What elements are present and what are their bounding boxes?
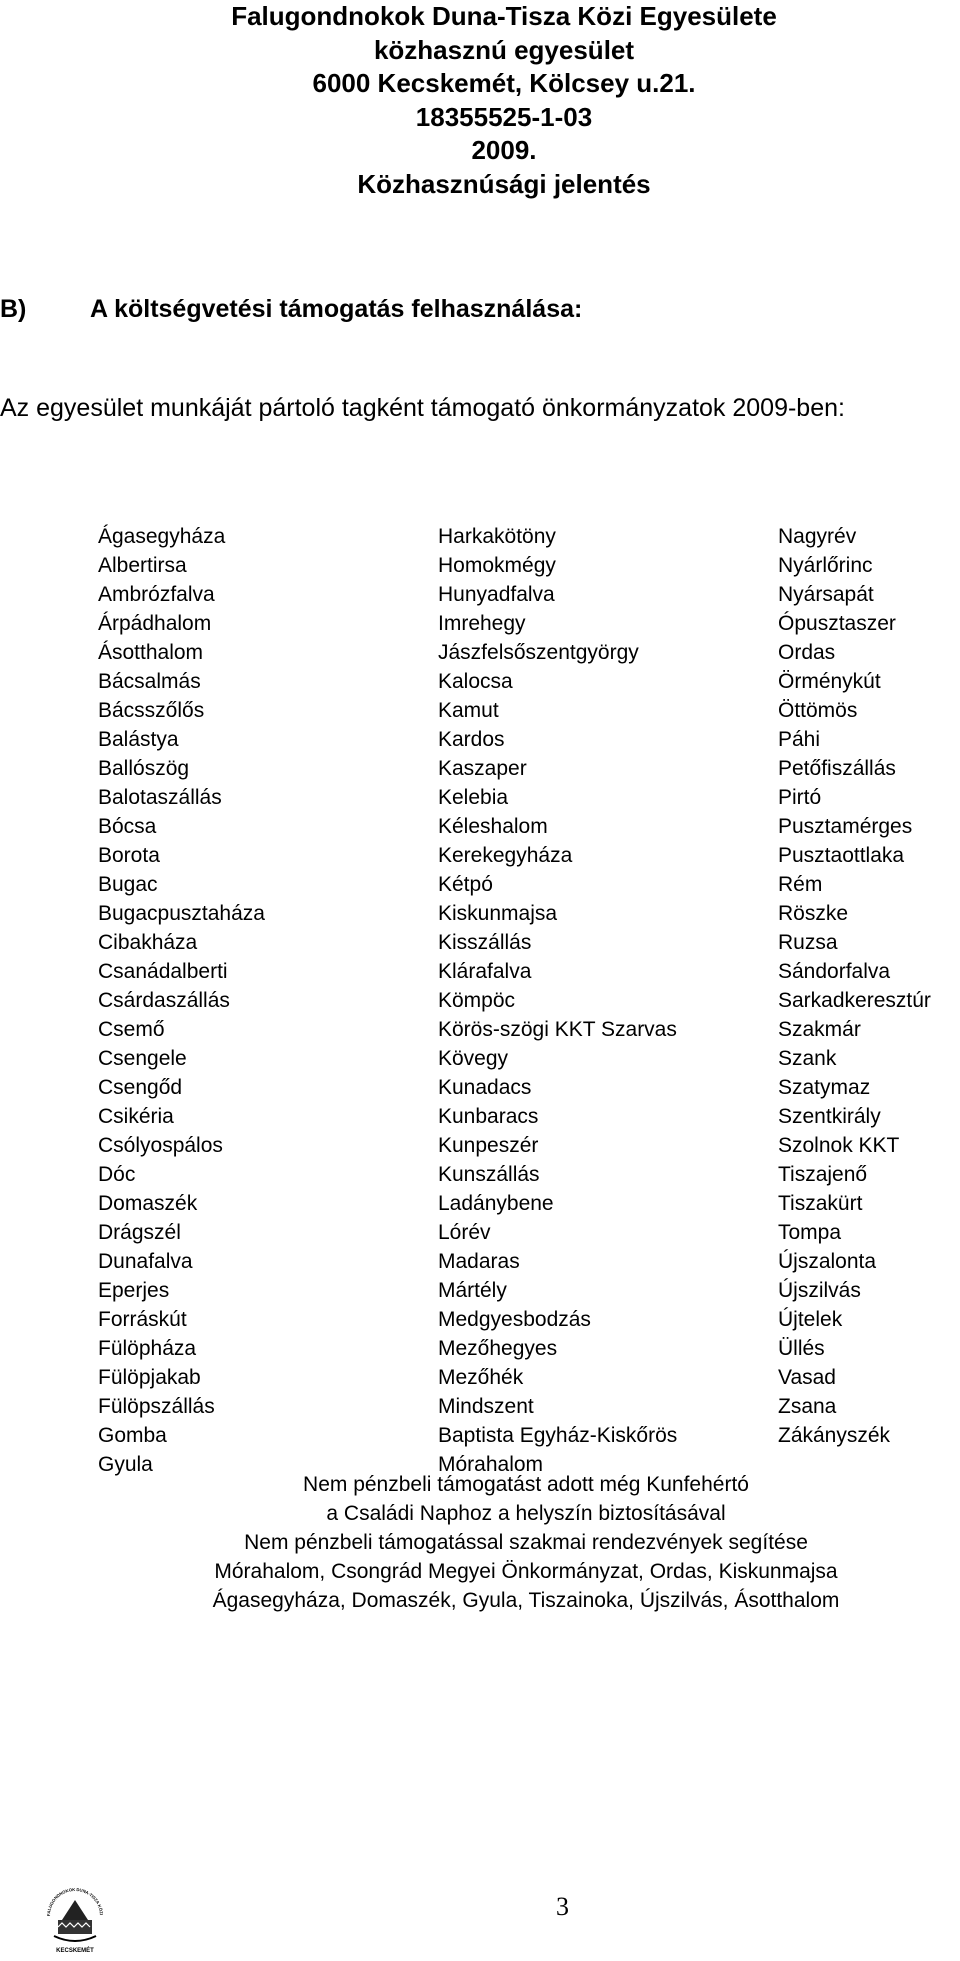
municipality-item: Kardos <box>438 728 505 751</box>
municipality-item: Kalocsa <box>438 670 513 693</box>
municipality-column-2 <box>438 522 677 1479</box>
municipality-item: Ordas <box>778 641 836 664</box>
municipality-item: Kétpó <box>438 873 493 896</box>
municipality-item: Dóc <box>98 1163 136 1186</box>
municipality-item: Kövegy <box>438 1047 509 1070</box>
municipality-item: Tiszakürt <box>778 1192 863 1215</box>
municipality-item: Rém <box>778 873 823 896</box>
municipality-item: Mezőhegyes <box>438 1337 558 1360</box>
report-year: 2009. <box>471 135 537 165</box>
municipality-item: Albertirsa <box>98 554 187 577</box>
municipality-item: Drágszél <box>98 1221 181 1244</box>
municipality-item: Medgyesbodzás <box>438 1308 591 1331</box>
municipality-item: Klárafalva <box>438 960 532 983</box>
municipality-item: Fülöpszállás <box>98 1395 215 1418</box>
municipality-item: Kiskunmajsa <box>438 902 558 925</box>
municipality-item: Páhi <box>778 728 821 751</box>
tax-number: 18355525-1-03 <box>415 101 593 132</box>
municipality-item: Csikéria <box>98 1105 174 1128</box>
section-letter: B) <box>0 295 27 323</box>
municipality-item: Bugacpusztaháza <box>98 902 265 925</box>
municipality-item: Harkakötöny <box>438 525 556 548</box>
municipality-item: Mindszent <box>438 1395 534 1418</box>
municipality-item: Szank <box>778 1047 837 1070</box>
municipality-column-3 <box>778 522 931 1450</box>
municipality-item: Gyula <box>98 1453 153 1476</box>
municipality-item: Vasad <box>778 1366 836 1389</box>
municipality-item: Bácsalmás <box>98 670 201 693</box>
note-line: a Családi Naphoz a helyszín biztosításával <box>326 1502 726 1525</box>
municipality-item: Kerekegyháza <box>438 844 573 867</box>
municipality-item: Ruzsa <box>778 931 838 954</box>
municipality-item: Forráskút <box>98 1308 187 1331</box>
municipality-item: Ladánybene <box>438 1192 554 1215</box>
note-line: Ágasegyháza, Domaszék, Gyula, Tiszainoka, Újszilvás, Ásotthalom <box>212 1589 840 1612</box>
municipality-item: Kelebia <box>438 786 509 809</box>
municipality-item: Nagyrév <box>778 525 857 548</box>
municipality-item: Szentkirály <box>778 1105 881 1128</box>
municipality-item: Kamut <box>438 699 499 722</box>
municipality-item: Örménykút <box>778 670 881 693</box>
municipality-item: Madaras <box>438 1250 520 1273</box>
municipality-item: Mártély <box>438 1279 507 1302</box>
municipality-item: Lórév <box>438 1221 491 1244</box>
municipality-item: Üllés <box>778 1337 825 1360</box>
municipality-item: Mezőhék <box>438 1366 524 1389</box>
municipality-item: Bugac <box>98 873 158 896</box>
section-title: A költségvetési támogatás felhasználása: <box>90 295 583 323</box>
municipality-item: Zákányszék <box>778 1424 891 1447</box>
municipality-item: Baptista Egyház-Kiskőrös <box>438 1424 678 1447</box>
municipality-item: Petőfiszállás <box>778 757 896 780</box>
municipality-item: Ópusztaszer <box>778 612 896 635</box>
municipality-item: Szakmár <box>778 1018 861 1041</box>
municipality-item: Sarkadkeresztúr <box>778 989 931 1012</box>
municipality-item: Hunyadfalva <box>438 583 555 606</box>
org-type: közhasznú egyesület <box>373 34 635 65</box>
municipality-item: Ágasegyháza <box>98 525 226 548</box>
municipality-item: Kunadacs <box>438 1076 532 1099</box>
municipality-item: Imrehegy <box>438 612 526 635</box>
municipality-item: Csárdaszállás <box>98 989 230 1012</box>
municipality-item: Újszalonta <box>778 1250 877 1273</box>
municipality-item: Ambrózfalva <box>98 583 215 606</box>
municipality-item: Pusztamérges <box>778 815 913 838</box>
municipality-item: Nyársapát <box>778 583 874 606</box>
municipality-item: Gomba <box>98 1424 167 1447</box>
municipality-item: Kunszállás <box>438 1163 540 1186</box>
municipality-column-1 <box>98 522 265 1479</box>
intro-text: Az egyesület munkáját pártoló tagként támogató önkormányzatok 2009-ben: <box>0 394 845 422</box>
municipality-item: Újszilvás <box>778 1279 861 1302</box>
note-line: Mórahalom, Csongrád Megyei Önkormányzat, Ordas, Kiskunmajsa <box>214 1560 838 1583</box>
municipality-item: Pusztaottlaka <box>778 844 905 867</box>
municipality-item: Csólyospálos <box>98 1134 223 1157</box>
association-emblem-icon <box>44 1880 106 1956</box>
municipality-item: Ásotthalom <box>98 641 204 664</box>
municipality-item: Zsana <box>778 1395 837 1418</box>
note-line: Nem pénzbeli támogatást adott még Kunfehértó <box>303 1473 749 1496</box>
municipality-item: Mórahalom <box>438 1453 544 1476</box>
municipality-item: Bócsa <box>98 815 157 838</box>
non-monetary-support-notes <box>0 1470 960 1615</box>
municipality-item: Pirtó <box>778 786 822 809</box>
municipality-item: Újtelek <box>778 1308 843 1331</box>
municipality-item: Csemő <box>98 1018 165 1041</box>
municipality-item: Szolnok KKT <box>778 1134 900 1157</box>
municipality-item: Homokmégy <box>438 554 556 577</box>
municipality-item: Nyárlőrinc <box>778 554 873 577</box>
municipality-item: Kunpeszér <box>438 1134 539 1157</box>
org-name: Falugondnokok Duna-Tisza Közi Egyesülete <box>231 1 777 31</box>
municipality-item: Fülöpháza <box>98 1337 197 1360</box>
municipality-item: Sándorfalva <box>778 960 891 983</box>
municipality-item: Balástya <box>98 728 179 751</box>
note-line: Nem pénzbeli támogatással szakmai rendezvények segítése <box>244 1531 808 1554</box>
municipality-item: Jászfelsőszentgyörgy <box>438 641 639 664</box>
municipality-item: Csengele <box>98 1047 187 1070</box>
municipality-item: Csengőd <box>98 1076 183 1099</box>
report-title: Közhasznúsági jelentés <box>357 168 651 199</box>
municipality-item: Árpádhalom <box>98 612 212 635</box>
municipality-item: Körös-szögi KKT Szarvas <box>438 1018 677 1041</box>
emblem-graphic <box>44 1880 106 1956</box>
municipality-item: Öttömös <box>778 699 858 722</box>
municipality-item: Kisszállás <box>438 931 532 954</box>
municipality-item: Tiszajenő <box>778 1163 868 1186</box>
municipality-item: Bácsszőlős <box>98 699 205 722</box>
municipality-item: Eperjes <box>98 1279 170 1302</box>
municipality-item: Röszke <box>778 902 849 925</box>
municipality-item: Cibakháza <box>98 931 198 954</box>
emblem-arc-text: FALUGONDNOKOK DUNA-TISZA KÖZI <box>45 1886 104 1917</box>
emblem-city-text: KECSKEMÉT <box>56 1948 94 1954</box>
municipality-item: Dunafalva <box>98 1250 193 1273</box>
municipality-item: Csanádalberti <box>98 960 228 983</box>
municipality-item: Kunbaracs <box>438 1105 539 1128</box>
municipality-item: Fülöpjakab <box>98 1366 201 1389</box>
municipality-item: Kömpöc <box>438 989 516 1012</box>
municipality-item: Ballószög <box>98 757 190 780</box>
org-address: 6000 Kecskemét, Kölcsey u.21. <box>312 68 696 98</box>
document-header <box>0 0 960 201</box>
municipality-item: Balotaszállás <box>98 786 222 809</box>
page-number: 3 <box>556 1892 569 1921</box>
municipality-item: Kéleshalom <box>438 815 548 838</box>
municipality-item: Tompa <box>778 1221 842 1244</box>
municipality-item: Kaszaper <box>438 757 527 780</box>
municipality-item: Borota <box>98 844 160 867</box>
municipality-item: Szatymaz <box>778 1076 871 1099</box>
section-heading <box>0 293 582 325</box>
municipality-item: Domaszék <box>98 1192 198 1215</box>
